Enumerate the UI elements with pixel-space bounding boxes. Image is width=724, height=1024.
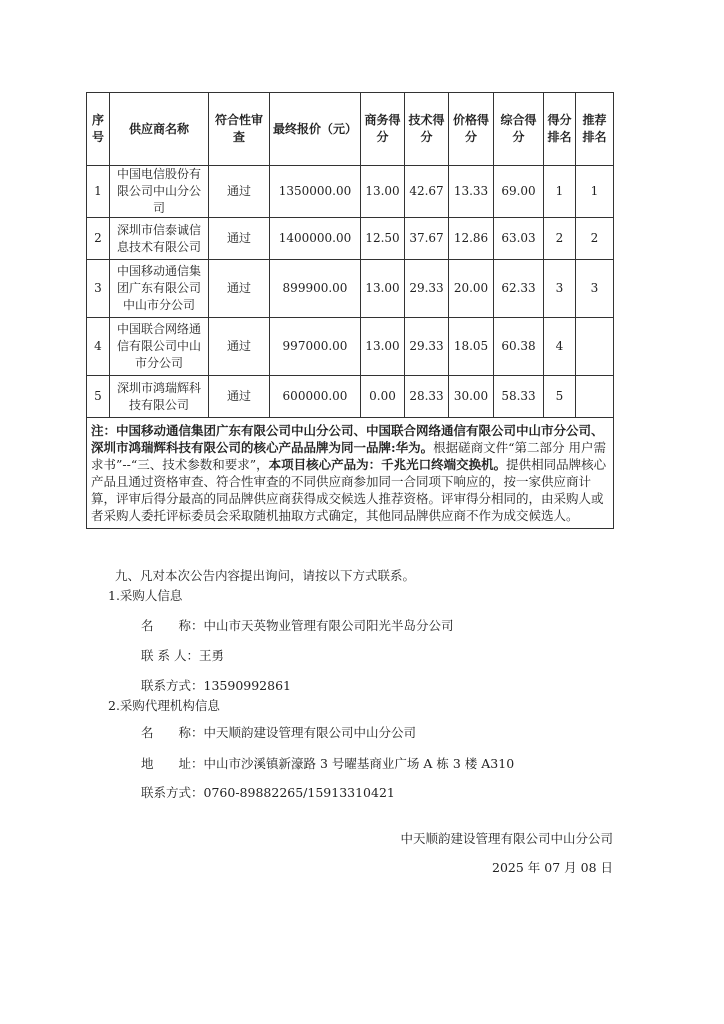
business-score: 0.00 (361, 376, 405, 418)
recommend-rank: 3 (576, 260, 614, 318)
final-price: 600000.00 (270, 376, 361, 418)
price-score: 18.05 (449, 318, 494, 376)
score-rank: 3 (544, 260, 576, 318)
note-bold-text-2: 本项目核心产品为：千兆光口终端交换机。 (268, 457, 507, 472)
agency-name: 中天顺韵建设管理有限公司中山分公司 (203, 725, 417, 740)
tech-score: 28.33 (405, 376, 449, 418)
table-row (87, 376, 614, 418)
total-score: 58.33 (494, 376, 544, 418)
final-price: 1350000.00 (270, 166, 361, 218)
supplier-name: 深圳市鸿瑞辉科技有限公司 (110, 376, 209, 418)
header-cell: 序号 (87, 93, 110, 166)
purchaser-heading: 1.采购人信息 (108, 588, 183, 603)
purchaser-name-line (141, 618, 454, 634)
table-row (87, 260, 614, 318)
business-score: 13.00 (361, 318, 405, 376)
final-price: 1400000.00 (270, 218, 361, 260)
header-cell: 得分排名 (544, 93, 576, 166)
note-row (87, 418, 614, 529)
price-score: 13.33 (449, 166, 494, 218)
row-number: 2 (87, 218, 110, 260)
agency-name-line (141, 725, 416, 741)
table-header-row (87, 93, 614, 166)
header-cell: 供应商名称 (110, 93, 209, 166)
row-number: 1 (87, 166, 110, 218)
signature-date: 2025 年 07 月 08 日 (492, 860, 613, 875)
supplier-name: 中国联合网络通信有限公司中山市分公司 (110, 318, 209, 376)
agency-address-line (141, 756, 514, 772)
row-number: 3 (87, 260, 110, 318)
purchaser-contact: 王勇 (198, 648, 224, 663)
row-number: 5 (87, 376, 110, 418)
table-row (87, 318, 614, 376)
purchaser-phone: 13590992861 (203, 678, 291, 693)
price-score: 30.00 (449, 376, 494, 418)
recommend-rank: 2 (576, 218, 614, 260)
purchaser-contact-label: 联 系 人： (141, 648, 199, 663)
business-score: 12.50 (361, 218, 405, 260)
compliance-check: 通过 (209, 318, 270, 376)
final-price: 997000.00 (270, 318, 361, 376)
compliance-check: 通过 (209, 376, 270, 418)
total-score: 69.00 (494, 166, 544, 218)
evaluation-results-table (86, 92, 614, 529)
header-cell: 商务得分 (361, 93, 405, 166)
tech-score: 29.33 (405, 318, 449, 376)
tech-score: 42.67 (405, 166, 449, 218)
header-cell: 推荐排名 (576, 93, 614, 166)
business-score: 13.00 (361, 166, 405, 218)
purchaser-phone-label: 联系方式： (141, 678, 204, 693)
agency-phone-label: 联系方式： (141, 785, 204, 800)
agency-phone-line (141, 785, 395, 801)
header-cell: 价格得分 (449, 93, 494, 166)
score-rank: 5 (544, 376, 576, 418)
price-score: 12.86 (449, 218, 494, 260)
compliance-check: 通过 (209, 260, 270, 318)
purchaser-phone-line (141, 678, 291, 694)
agency-address-label: 地 址： (141, 756, 204, 771)
score-rank: 2 (544, 218, 576, 260)
agency-phone: 0760-89882265/15913310421 (203, 785, 395, 800)
agency-name-label: 名 称： (141, 725, 204, 740)
note-bold-text: 注：中国移动通信集团广东有限公司中山分公司、中国联合网络通信有限公司中山市分公司、深圳市鸿瑞辉科技有限公司的核心产品品牌为同一品牌:华为。 (91, 423, 604, 455)
signature-company: 中天顺韵建设管理有限公司中山分公司 (400, 831, 613, 846)
recommend-rank (576, 318, 614, 376)
business-score: 13.00 (361, 260, 405, 318)
supplier-name: 中国电信股份有限公司中山分公司 (110, 166, 209, 218)
purchaser-contact-line (141, 648, 224, 664)
compliance-check: 通过 (209, 218, 270, 260)
agency-heading: 2.采购代理机构信息 (108, 698, 220, 713)
total-score: 63.03 (494, 218, 544, 260)
recommend-rank: 1 (576, 166, 614, 218)
header-cell: 最终报价（元） (270, 93, 361, 166)
total-score: 62.33 (494, 260, 544, 318)
purchaser-name-label: 名 称： (141, 618, 204, 633)
table-row (87, 218, 614, 260)
header-cell: 综合得分 (494, 93, 544, 166)
tech-score: 37.67 (405, 218, 449, 260)
price-score: 20.00 (449, 260, 494, 318)
section-nine-title: 九、凡对本次公告内容提出询问，请按以下方式联系。 (115, 568, 416, 583)
table-note (87, 418, 614, 529)
note-rest-text: 提供相同品牌核心产品且通过资格审查、符合性审查的不同供应商参加同一合同项下响应的，按一家供应商计算，评审后得分最高的同品牌供应商获得成交候选人推荐资格。评审得分相同的，由采购人或者采购人委托评标委员会采取随机抽取方式确定，其他同品牌供应商不作为成交候选人。 (91, 457, 607, 523)
header-cell: 技术得分 (405, 93, 449, 166)
recommend-rank (576, 376, 614, 418)
tech-score: 29.33 (405, 260, 449, 318)
note-text: 根据磋商文件“第二部分 用户需求书”--“三、技术参数和要求”， (91, 440, 606, 472)
table-row (87, 166, 614, 218)
final-price: 899900.00 (270, 260, 361, 318)
purchaser-name: 中山市天英物业管理有限公司阳光半岛分公司 (203, 618, 454, 633)
supplier-name: 中国移动通信集团广东有限公司中山市分公司 (110, 260, 209, 318)
supplier-name: 深圳市信泰诚信息技术有限公司 (110, 218, 209, 260)
total-score: 60.38 (494, 318, 544, 376)
row-number: 4 (87, 318, 110, 376)
score-rank: 1 (544, 166, 576, 218)
compliance-check: 通过 (209, 166, 270, 218)
header-cell: 符合性审查 (209, 93, 270, 166)
agency-address: 中山市沙溪镇新濠路 3 号曜基商业广场 A 栋 3 楼 A310 (203, 756, 515, 771)
score-rank: 4 (544, 318, 576, 376)
